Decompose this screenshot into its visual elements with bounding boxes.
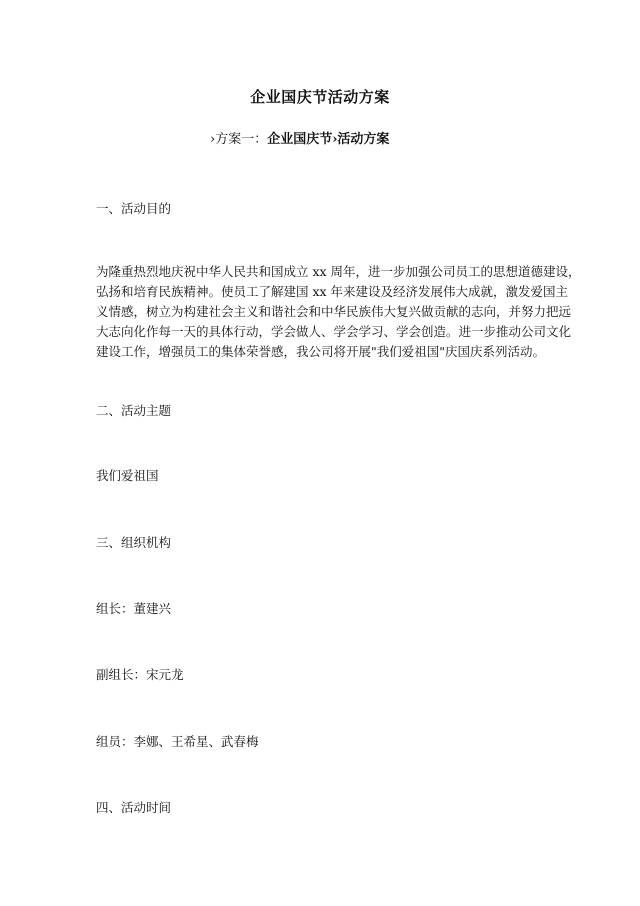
section-heading-organization: 三、组织机构 <box>96 535 172 550</box>
deputy-leader-line: 副组长：宋元龙 <box>96 667 184 682</box>
section-heading-purpose: 一、活动目的 <box>96 201 172 216</box>
section-paragraph-purpose <box>96 262 581 362</box>
section-heading-theme: 二、活动主题 <box>96 403 172 418</box>
paragraph-line: 大志向化作每一天的具体行动，学会做人、学会学习、学会创造。进一步推动公司文化 <box>96 324 572 339</box>
paragraph-line: 义情感，树立为构建社会主义和谐社会和中华民族伟大复兴做贡献的志向，并努力把远 <box>96 304 572 319</box>
document-subtitle <box>210 128 389 147</box>
paragraph-line: 弘扬和培育民族精神。使员工了解建国 xx 年来建设及经济发展伟大成就，激发爱国主 <box>96 284 569 299</box>
paragraph-line: 建设工作，增强员工的集体荣誉感，我公司将开展"我们爱祖国"庆国庆系列活动。 <box>96 344 546 359</box>
subtitle-prefix: ›方案一： <box>210 132 268 147</box>
theme-text: 我们爱祖国 <box>96 468 159 483</box>
document-title: 企业国庆节活动方案 <box>250 88 390 106</box>
paragraph-line: 为隆重热烈地庆祝中华人民共和国成立 xx 周年，进一步加强公司员工的思想道德建设， <box>96 264 581 279</box>
section-heading-time: 四、活动时间 <box>96 800 172 815</box>
subtitle-main: 企业国庆节›活动方案 <box>267 132 390 147</box>
leader-line: 组长：董建兴 <box>96 601 172 616</box>
members-line: 组员：李娜、王希星、武春梅 <box>96 734 259 749</box>
